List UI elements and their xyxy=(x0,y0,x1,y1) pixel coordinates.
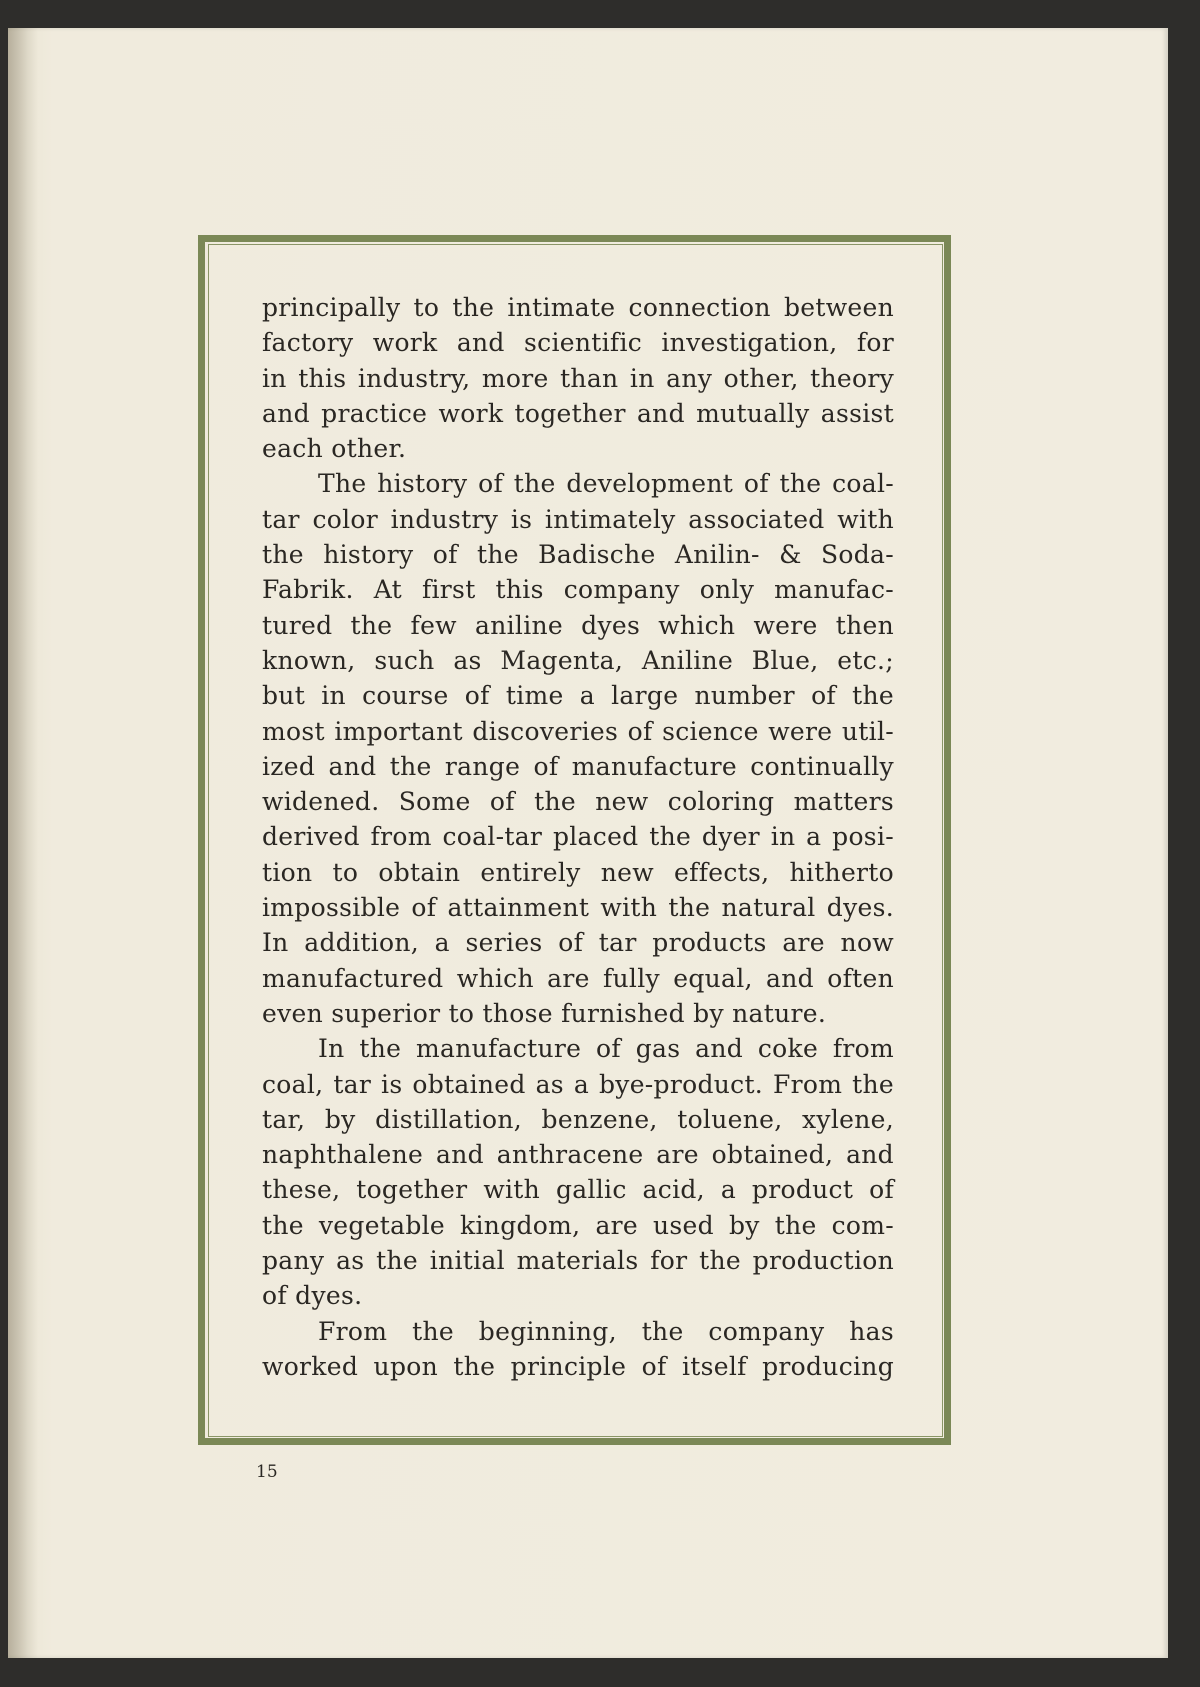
text-line: naphthalene and anthracene are obtained, and xyxy=(262,1140,894,1170)
text-line: known, such as Magenta, Aniline Blue, etc.; xyxy=(262,645,894,675)
text-line: tured the few aniline dyes which were then xyxy=(262,610,894,640)
text-line: derived from coal-tar placed the dyer in a posi- xyxy=(262,822,894,852)
text-line: of dyes. xyxy=(262,1281,363,1311)
text-line: each other. xyxy=(262,434,407,464)
text-line: the history of the Badische Anilin- & Soda- xyxy=(262,540,894,570)
text-line: even superior to those furnished by nature. xyxy=(262,998,827,1028)
text-line: manufactured which are fully equal, and often xyxy=(262,963,894,993)
text-line: tar color industry is intimately associated with xyxy=(262,504,894,534)
text-line: In addition, a series of tar products are now xyxy=(262,928,894,958)
text-line: these, together with gallic acid, a product of xyxy=(262,1175,894,1205)
text-line: pany as the initial materials for the production xyxy=(262,1246,894,1276)
text-line: principally to the intimate connection between xyxy=(262,293,894,322)
text-line: impossible of attainment with the natural dyes. xyxy=(262,893,894,923)
page-gutter-shadow xyxy=(8,28,38,1658)
text-line: From the beginning, the company has xyxy=(318,1316,894,1346)
paragraph-2 xyxy=(262,466,894,1031)
text-line: In the manufacture of gas and coke from xyxy=(318,1034,894,1064)
text-line: the vegetable kingdom, are used by the com- xyxy=(262,1210,894,1240)
text-line: and practice work together and mutually assist xyxy=(262,398,894,428)
text-line: most important discoveries of science were util- xyxy=(262,716,894,746)
text-line: The history of the development of the coal- xyxy=(318,469,894,499)
paragraph-1 xyxy=(262,290,894,466)
text-line: ized and the range of manufacture continually xyxy=(262,751,894,781)
body-text xyxy=(262,290,894,1384)
text-line: tar, by distillation, benzene, toluene, xylene, xyxy=(262,1104,894,1134)
text-line: but in course of time a large number of the xyxy=(262,681,894,711)
text-line: Fabrik. At first this company only manufac- xyxy=(262,575,894,605)
text-line: widened. Some of the new coloring matters xyxy=(262,787,894,817)
text-line: coal, tar is obtained as a bye-product. From the xyxy=(262,1069,894,1099)
paragraph-4 xyxy=(262,1314,894,1385)
text-line: factory work and scientific investigation, for xyxy=(262,328,894,358)
text-line: worked upon the principle of itself producing xyxy=(262,1351,894,1381)
page-number: 15 xyxy=(256,1462,278,1482)
text-line: tion to obtain entirely new effects, hitherto xyxy=(262,857,894,887)
paragraph-3 xyxy=(262,1031,894,1313)
text-line: in this industry, more than in any other, theory xyxy=(262,363,894,393)
